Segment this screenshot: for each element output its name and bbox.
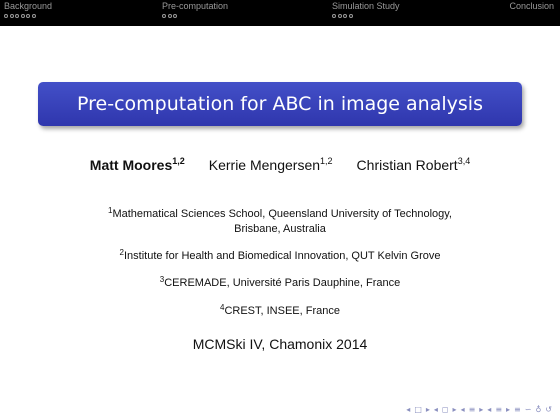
frame-dot[interactable]	[21, 14, 25, 18]
nav-next-icon[interactable]: ▸	[506, 405, 511, 414]
affiliation	[0, 272, 560, 291]
conference-name: MCMSki IV, Chamonix 2014	[192, 336, 368, 352]
nav-document-icon[interactable]: ≡	[495, 405, 503, 414]
nav-prev-icon[interactable]: ◂	[406, 405, 411, 414]
nav-prev-icon[interactable]: ◂	[487, 405, 492, 414]
nav-section-pre-computation[interactable]	[162, 0, 228, 18]
nav-section-title[interactable]: Pre-computation	[162, 1, 229, 11]
author-name: Kerrie Mengersen	[208, 157, 321, 173]
nav-frame-dots	[332, 14, 353, 18]
affiliation-text: Mathematical Sciences School, Queensland University of Technology,	[112, 208, 452, 220]
affiliation-text: Brisbane, Australia	[234, 223, 326, 235]
affiliation	[0, 300, 560, 319]
nav-subsection-icon[interactable]: ◻	[441, 405, 449, 414]
nav-section-background[interactable]	[4, 0, 52, 26]
author-affiliation-ref: 1,2	[320, 156, 333, 166]
beamer-nav-symbols	[406, 405, 552, 414]
nav-section-title[interactable]: Simulation Study	[332, 1, 400, 11]
author	[90, 156, 185, 173]
author	[209, 156, 333, 173]
nav-prev-icon[interactable]: ◂	[460, 405, 465, 414]
nav-section-icon[interactable]: ≡	[468, 405, 476, 414]
affiliation-text: Institute for Health and Biomedical Innovation, QUT Kelvin Grove	[123, 250, 441, 262]
affiliation	[0, 245, 560, 264]
nav-frame-dots	[162, 14, 177, 18]
nav-next-icon[interactable]: ▸	[479, 405, 484, 414]
nav-refresh-icon[interactable]: ↺	[545, 405, 552, 414]
frame-dot[interactable]	[32, 14, 36, 18]
affiliation-number: 1	[107, 206, 113, 215]
affiliation-text: CEREMADE, Université Paris Dauphine, France	[164, 277, 401, 289]
affiliation-number: 4	[220, 303, 225, 312]
frame-dot[interactable]	[10, 14, 14, 18]
author-name: Christian Robert	[356, 157, 458, 173]
nav-frame-dots	[4, 14, 36, 18]
beamer-navigation-bar	[0, 0, 560, 26]
nav-search-icon[interactable]: ♁	[535, 405, 542, 414]
frame-dot[interactable]	[332, 14, 336, 18]
affiliation-number: 3	[159, 275, 165, 284]
nav-back-icon[interactable]: ∽	[524, 405, 532, 414]
frame-dot[interactable]	[349, 14, 353, 18]
frame-dot[interactable]	[15, 14, 19, 18]
affiliation	[0, 203, 560, 237]
slide-title-box	[38, 82, 522, 126]
author-affiliation-ref: 3,4	[457, 156, 471, 166]
nav-next-icon[interactable]: ▸	[452, 405, 457, 414]
nav-section-title[interactable]: Conclusion	[509, 1, 554, 11]
frame-dot[interactable]	[26, 14, 30, 18]
nav-section-conclusion[interactable]	[509, 0, 554, 12]
nav-section-title[interactable]: Background	[4, 1, 53, 11]
author-affiliation-ref: 1,2	[172, 156, 185, 166]
author-list	[0, 156, 560, 173]
nav-section-simulation-study[interactable]	[332, 0, 400, 18]
nav-next-icon[interactable]: ▸	[425, 405, 430, 414]
slide-title: Pre-computation for ABC in image analysis	[77, 93, 483, 115]
frame-dot[interactable]	[168, 14, 172, 18]
frame-dot[interactable]	[343, 14, 347, 18]
frame-dot[interactable]	[4, 14, 8, 18]
nav-menu-icon[interactable]: ≡	[514, 405, 521, 414]
author	[357, 156, 471, 173]
author-name: Matt Moores	[89, 157, 173, 173]
affiliation-text: CREST, INSEE, France	[224, 305, 340, 317]
affiliation-number: 2	[119, 248, 124, 257]
nav-frame-icon[interactable]: □	[414, 405, 422, 414]
nav-prev-icon[interactable]: ◂	[433, 405, 438, 414]
frame-dot[interactable]	[338, 14, 342, 18]
frame-dot[interactable]	[162, 14, 166, 18]
frame-dot[interactable]	[173, 14, 177, 18]
